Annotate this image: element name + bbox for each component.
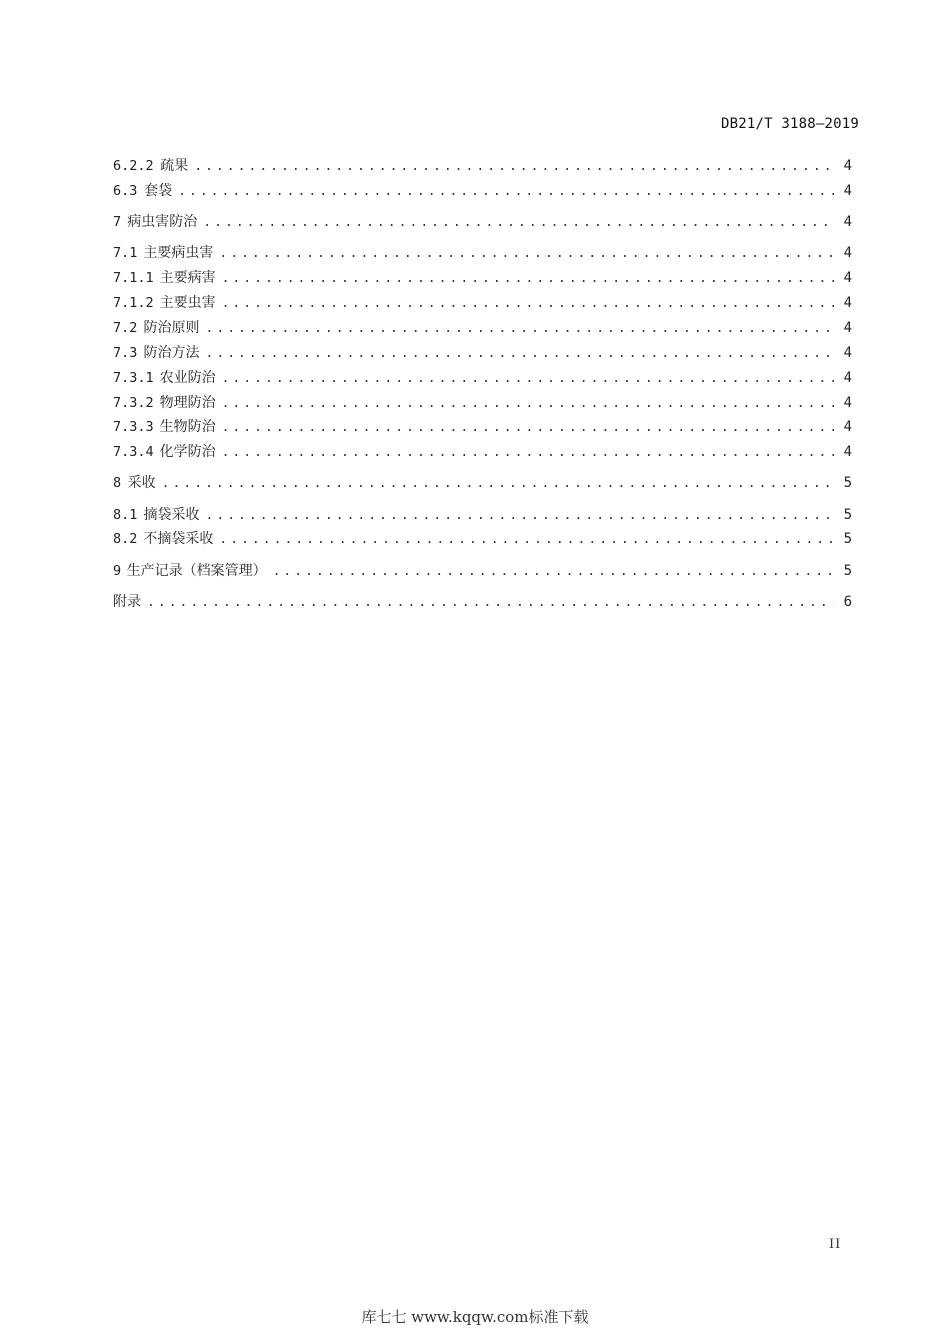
toc-entry-title: 附录 — [113, 594, 141, 610]
toc-entry-title: 套袋 — [144, 183, 173, 199]
toc-entry-number: 7.3.2 — [113, 395, 154, 411]
toc-entry-page: 4 — [843, 214, 852, 230]
toc-dot-leader — [273, 562, 834, 582]
toc-dot-leader — [178, 182, 834, 202]
toc-entry-page: 4 — [843, 444, 852, 460]
toc-entry-number: 7.1.1 — [113, 270, 154, 286]
toc-entry-title: 疏果 — [160, 158, 189, 174]
toc-entry-number: 7.3.4 — [113, 444, 154, 460]
toc-dot-leader — [162, 474, 834, 494]
toc-entry-title: 防治方法 — [143, 345, 200, 361]
toc-entry-number: 7 — [113, 214, 122, 230]
toc-entry-title: 农业防治 — [159, 370, 216, 386]
toc-dot-leader — [222, 294, 834, 314]
toc-entry[interactable] — [113, 318, 852, 338]
toc-entry[interactable] — [113, 393, 852, 413]
toc-entry-number: 7.3 — [113, 345, 138, 361]
toc-entry-page: 5 — [843, 563, 852, 579]
toc-entry-page: 4 — [843, 345, 852, 361]
toc-dot-leader — [205, 506, 834, 526]
toc-entry-page: 5 — [843, 531, 852, 547]
toc-dot-leader — [222, 394, 834, 414]
toc-entry-page: 4 — [843, 395, 852, 411]
toc-dot-leader — [222, 269, 834, 289]
toc-dot-leader — [219, 244, 834, 264]
toc-entry-title: 采收 — [127, 475, 156, 491]
toc-entry[interactable] — [113, 505, 852, 525]
toc-entry-page: 4 — [843, 419, 852, 435]
toc-entry[interactable] — [113, 212, 852, 232]
toc-entry[interactable] — [113, 268, 852, 288]
page-number: II — [829, 1237, 842, 1252]
toc-entry-page: 4 — [843, 158, 852, 174]
toc-entry-page: 4 — [843, 320, 852, 336]
toc-entry-title: 防治原则 — [143, 320, 200, 336]
toc-entry-title: 摘袋采收 — [143, 507, 200, 523]
toc-entry-page: 4 — [843, 370, 852, 386]
toc-entry-title: 主要虫害 — [159, 295, 216, 311]
toc-dot-leader — [203, 213, 834, 233]
toc-entry-number: 6.2.2 — [113, 158, 154, 174]
toc-entry-number: 6.3 — [113, 183, 138, 199]
toc-entry-number: 7.3.1 — [113, 370, 154, 386]
toc-entry[interactable] — [113, 293, 852, 313]
toc-entry-number: 8.2 — [113, 531, 138, 547]
toc-entry[interactable] — [113, 473, 852, 493]
toc-entry-number: 8 — [113, 475, 122, 491]
toc-dot-leader — [222, 418, 834, 438]
toc-entry-page: 4 — [843, 183, 852, 199]
toc-entry-title: 化学防治 — [159, 444, 216, 460]
toc-entry[interactable] — [113, 181, 852, 201]
toc-dot-leader — [194, 157, 834, 177]
toc-dot-leader — [219, 530, 834, 550]
toc-entry[interactable] — [113, 243, 852, 263]
toc-entry-number: 7.1.2 — [113, 295, 154, 311]
toc-entry-title: 生物防治 — [159, 419, 216, 435]
toc-entry[interactable] — [113, 442, 852, 462]
toc-entry-page: 4 — [843, 245, 852, 261]
document-code-header: DB21/T 3188—2019 — [720, 116, 859, 132]
toc-entry-number: 7.3.3 — [113, 419, 154, 435]
toc-entry-page: 5 — [843, 507, 852, 523]
toc-entry[interactable] — [113, 561, 852, 581]
toc-entry-title: 物理防治 — [159, 395, 216, 411]
toc-entry-title: 主要病虫害 — [143, 245, 214, 261]
toc-dot-leader — [205, 344, 834, 364]
toc-entry-title: 主要病害 — [159, 270, 216, 286]
toc-entry-title: 生产记录（档案管理） — [126, 563, 267, 579]
toc-dot-leader — [222, 369, 834, 389]
toc-entry[interactable] — [113, 592, 852, 612]
toc-dot-leader — [222, 443, 834, 463]
toc-entry-page: 5 — [843, 475, 852, 491]
toc-entry-page: 4 — [843, 295, 852, 311]
toc-entry-page: 4 — [843, 270, 852, 286]
site-watermark: 库七七 www.kqqw.com标准下载 — [361, 1308, 589, 1326]
toc-entry[interactable] — [113, 529, 852, 549]
toc-entry-number: 7.2 — [113, 320, 138, 336]
toc-entry-title: 不摘袋采收 — [143, 531, 214, 547]
toc-entry[interactable] — [113, 368, 852, 388]
toc-entry[interactable] — [113, 343, 852, 363]
toc-entry-number: 8.1 — [113, 507, 138, 523]
toc-entry[interactable] — [113, 417, 852, 437]
toc-entry-number: 7.1 — [113, 245, 138, 261]
toc-dot-leader — [205, 319, 834, 339]
toc-entry[interactable] — [113, 156, 852, 176]
toc-entry-number: 9 — [113, 563, 122, 579]
toc-dot-leader — [147, 593, 834, 613]
toc-entry-title: 病虫害防治 — [127, 214, 198, 230]
toc-entry-page: 6 — [843, 594, 852, 610]
